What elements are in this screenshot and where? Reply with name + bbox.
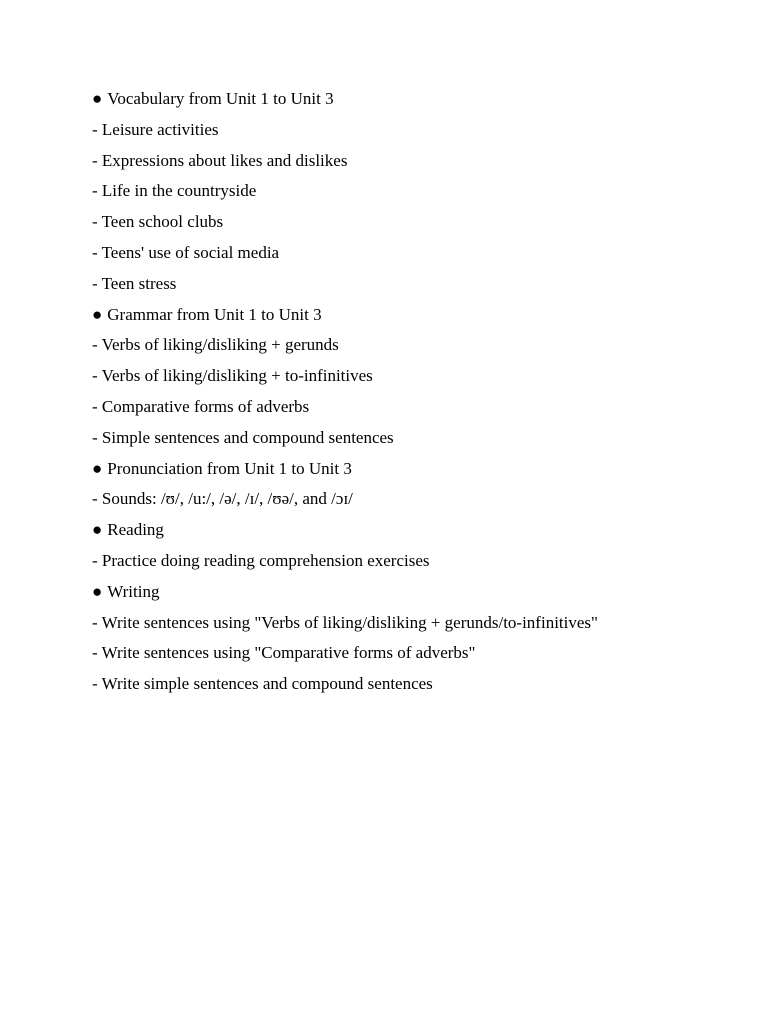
list-item: - Verbs of liking/disliking + to-infinitives [92,366,373,386]
list-item: - Teen stress [92,273,177,293]
section-heading-text: Vocabulary from Unit 1 to Unit 3 [107,89,334,108]
section-heading-vocabulary [92,84,732,115]
section-heading-text: Grammar from Unit 1 to Unit 3 [107,304,322,324]
list-item: - Expressions about likes and dislikes [92,150,348,170]
list-item: - Practice doing reading comprehension exercises [92,550,430,570]
section-heading-grammar [92,300,732,331]
list-item: - Comparative forms of adverbs [92,396,310,416]
section-heading-reading [92,515,732,546]
bullet-icon: ● [92,458,103,478]
document-body [92,84,732,700]
section-heading-text: Writing [107,581,160,601]
bullet-icon: ● [92,304,103,324]
list-item: - Teen school clubs [92,212,224,232]
list-item: - Sounds: /ʊ/, /u:/, /ə/, /ɪ/, /ʊə/, and /ɔɪ/ [92,489,353,509]
bullet-icon: ● [92,520,103,540]
bullet-icon: ● [92,581,103,601]
section-heading-writing [92,577,732,608]
list-item: - Simple sentences and compound sentences [92,427,394,447]
list-item: - Write sentences using "Comparative forms of adverbs" [92,643,476,663]
list-item: - Verbs of liking/disliking + gerunds [92,335,339,355]
list-item: - Write simple sentences and compound sentences [92,674,433,694]
bullet-icon: ● [92,89,103,108]
list-item: - Leisure activities [92,119,219,139]
section-heading-text: Reading [107,520,164,540]
list-item: - Teens' use of social media [92,242,280,262]
section-heading-text: Pronunciation from Unit 1 to Unit 3 [107,458,352,478]
list-item: - Write sentences using "Verbs of liking/disliking + gerunds/to-infinitives" [92,612,598,632]
section-heading-pronunciation [92,454,732,485]
list-item: - Life in the countryside [92,181,257,201]
